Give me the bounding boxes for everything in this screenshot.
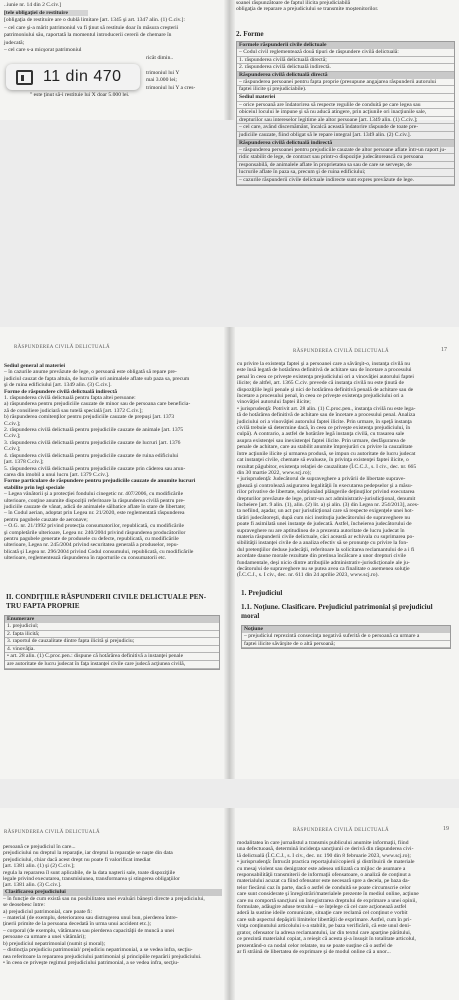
page-counter-text: 11 din 470: [43, 68, 122, 85]
text-line: 5. răspunderea civilă delictuală pentru prejudiciile cauzate prin căderea sau arun-: [4, 465, 186, 472]
text-line: mai 3.000 lei;: [146, 77, 177, 83]
text-line: care sub aspectul depăşirii limitelor libertăţii de exprimare. Astfel, cum în pri-: [237, 916, 412, 923]
text-line: legale privind executarea, transmisiunea, transformarea şi stingerea obligaţiilor: [3, 876, 180, 883]
text-line: persoană ce prejudiciul în care...: [3, 844, 76, 850]
table-heading: Clasificarea prejudiciului: [3, 889, 222, 896]
text-line: acordate daune morale rezultate din pretinsa încălcare a unor drepturi civile: [237, 553, 406, 560]
text-line: încheiere [art. 9 alin. (1), alin. (2) lit. a) şi alin. (3) din Legea nr. 254/2013], aces-: [237, 501, 419, 508]
text-line: regula la repararea îl sunt aplicabile, de la data naşterii sale, toate dispoziţiile: [3, 869, 176, 876]
text-line: este însă legată de hotărârea definitivă de achitare sau de încetare a procesului: [237, 367, 412, 374]
text-line: civilă trebuie să determine dacă, în ceea ce priveşte existenţa prejudiciului, în: [237, 425, 411, 432]
page-counter-badge[interactable]: [6, 64, 140, 90]
text-line: materia răspunderii civile delictuale, căci această ar echivala cu suprimarea po-: [237, 533, 415, 540]
book-gutter: [224, 0, 235, 120]
text-line: responsabilităţii transmiterii de informaţii ofensatoare, o analiză de conţinut a: [237, 872, 411, 879]
left-page-1: [0, 0, 226, 120]
text-line: poate fi asimilată unei instanţe de judecată. Astfel, încheierea judecătorului de: [237, 521, 412, 528]
text-line: C.civ.];: [4, 420, 21, 427]
table-heading: Formele răspunderii civile delictuale: [237, 42, 454, 49]
conditions-table: [4, 615, 220, 670]
text-line: C.civ.];: [4, 446, 21, 453]
section-heading: II. CONDIŢIILE RĂSPUNDERII CIVILE DELICTUALE PEN-: [6, 593, 207, 601]
table-row: – prejudiciul reprezintă consecinţa negativă suferită de o persoană ca urmare a: [242, 633, 450, 641]
text-line: şi de ruina edificiului [art. 1349 alin. (3) C.civ.].: [4, 382, 112, 389]
book-spread-3: [0, 808, 459, 1000]
text-line: vinovăţiei autorului faptei ilicite;: [237, 399, 311, 406]
text-line: • jurisprudenţă: Întrucât practica reportajului/copierii şi distribuirii de materiale: [237, 859, 415, 866]
text-line: între acţiunile ilicite şi urmarea produsă, se impun cu autoritate de lucru judecat: [237, 450, 416, 457]
notion-table: [241, 625, 451, 649]
page-frame-icon: [16, 70, 33, 85]
text-line: fundamentale, deşi nicio dintre atribuţiile administrativ-jurisdicţionale ale ju-: [237, 559, 410, 566]
text-line: – cel care şi-a mărit patrimoniul va fi ţinut să restituie doar în măsura creşterii: [4, 24, 179, 31]
text-line: – O.G. nr. 21/1992 privind protecţia consumatorilor, republicată, cu modificările: [4, 523, 184, 530]
text-line: Forme particulare de răspundere pentru prejudiciile cauzate de anumite lucruri: [4, 478, 196, 485]
text-line: pentru pagubele generate de produsele cu defecte, republicată, cu modificările: [4, 535, 179, 542]
text-line: [tele obligaţiei de restituire: [4, 10, 88, 16]
text-line: judiciile cauzate de vânat, adică de animalele sălbatice aflate în stare de libertate;: [4, 503, 186, 510]
text-line: ..iunie nr. 14 din 2 C.civ.]: [4, 2, 62, 8]
section-heading: TRU FAPTA PROPRIE: [6, 602, 80, 610]
text-line: vinţa conţinutului articolului s-a stabilit, pe baza verificării, că este unul deni-: [237, 923, 411, 930]
text-line: – distincţia prejudiciu patrimonial/ prejudiciu nepatrimonial, a se vedea infra, secţiu-: [3, 947, 193, 954]
text-line: tă de hotărârea definitivă de achitare sau de încetare a procesului penal. Analiza: [237, 412, 416, 419]
text-line: – corporal (de exemplu, vătămarea sau pierderea capacităţii de muncă a unei: [3, 927, 175, 934]
text-line: asupra existenţei sau inexistenţei faptei ilicite. Prin urmare, desfăşurarea de: [237, 437, 406, 444]
text-line: b) prejudiciul nepatrimonial (numit şi moral);: [3, 940, 106, 947]
table-row: 2. răspunderea civilă delictuală indirectă.: [237, 64, 454, 72]
table-row: – cazurile răspunderii civile delictuale indirecte sunt expres prevăzute de lege.: [237, 177, 454, 185]
table-row: 1. răspunderea civilă delictuală directă;: [237, 57, 454, 65]
text-line: " este ţinut să-i restituie lui X doar 5.000 lei.: [30, 92, 130, 98]
text-line: ce prezintă materialul copiat, a reieşit că acesta şi-a însuşit în totalitate articolul,: [237, 936, 416, 943]
text-line: rezultat păgubitor, existenţa relaţiei de cauzalitate (Î.C.C.J., s. I civ., dec. nr. 665: [237, 463, 417, 470]
table-row: faptei ilicite şi prejudiciabile).: [237, 86, 454, 94]
text-line: prejudiciului, chiar dacă acest drept nu poate fi valorificat imediat: [3, 856, 151, 863]
running-header-right: RĂSPUNDEREA CIVILĂ DELICTUALĂ: [293, 828, 389, 833]
table-heading: Enumerare: [5, 616, 219, 623]
text-line: a) răspunderea pentru prejudiciile cauzate de minor sau de persoana care beneficia-: [4, 401, 191, 408]
book-gutter: [224, 327, 235, 779]
text-line: ulterioare, conţine anumite dispoziţii referitoare la răspunderea civilă pentru pre-: [4, 497, 185, 504]
text-line: – în cazurile anume prevăzute de lege, o persoană este obligată să repare pre-: [4, 369, 177, 376]
text-line: Sediul general al materiei: [4, 363, 66, 369]
table-heading: Răspunderea civilă delictuală indirectă: [237, 140, 454, 147]
table-row: drepturilor sau intereselor legitime ale altor persoane [art. 1349 alin. (1) C.civ.];: [237, 117, 454, 125]
section-heading: moral: [241, 612, 260, 620]
text-line: judecată;: [4, 39, 25, 46]
text-line: cat instanţei civile, chemate să evalueze, în privinţa existenţei faptei ilicite, o: [237, 457, 409, 464]
text-line: • jurisprudenţă: Judecătorul de supraveghere a privării de libertate suprave-: [237, 476, 406, 483]
book-spread-2: [0, 327, 459, 779]
text-line: dispoziţiile legii penale şi nici de hotărârea definitivă penală de achitare sau de: [237, 386, 414, 393]
text-line: trimoniul lui Y: [146, 69, 180, 76]
running-header-left: RĂSPUNDEREA CIVILĂ DELICTUALĂ: [4, 830, 100, 835]
table-row: judiciile cauzate, fiind obligat să le repare integral [art. 1349 alin. (2) C.civ.].: [237, 132, 454, 140]
left-page-2: [0, 327, 226, 779]
table-row: 2. fapta ilicită;: [5, 631, 219, 639]
text-line: care nu comportă sancţiuni un înregistrarea dreptului de exprimare a unei opinii,: [237, 897, 417, 904]
table-row: • art. 28 alin. (1) C.proc.pen.: dispune că hotărârea definitivă a instanţei penale: [5, 653, 219, 661]
text-line: – Legea vânătorii şi a protecţiei fondului cinegetic nr. 407/2006, cu modificările: [4, 491, 184, 498]
text-line: încetare a procesului penal, în ceea ce priveşte existenţa prejudiciului ori a: [237, 393, 404, 400]
text-line: prezentând-o ca nodal celor relatate, nu se poate susţine că o astfel de: [237, 942, 393, 949]
text-line: ţinerii primite de la persoana decedată în urma unui accident etc.);: [3, 921, 152, 928]
table-heading: Noţiune: [242, 626, 450, 633]
text-line: formulate, adăugire aduse textului – se înţelege că cel care acţionează astfel: [237, 904, 407, 911]
text-line: blicată şi Legea nr. 296/2004 privind Codul consumului, republicată, cu modificările: [4, 548, 194, 555]
text-line: – în Codul aerian, adoptat prin Legea nr. 21/2020, este reglementată răspunderea: [4, 510, 185, 517]
section-heading-forme: 2. Forme: [236, 30, 264, 38]
table-row: ridic stabilit de lege, de contract sau printr-o dispoziţie judecătorească cu persoana: [237, 154, 454, 162]
table-row: responsabilă, de animalele aflate în proprietatea sa sau de care se serveşte, de: [237, 162, 454, 170]
text-line: pentru pagubele cauzate de aeronave;: [4, 516, 88, 523]
text-line: ulterioare, Legea nr. 245/2004 privind securitatea generală a produselor, repu-: [4, 542, 179, 549]
text-line: cu mesaj violent sau denigrator este adesea utilizată ca mijloc de asumare a: [237, 865, 406, 872]
left-page-3: [0, 808, 226, 1000]
text-line: grator, ofensator la adresa reclamantului, iar din textul care aparţine pârâtului,: [237, 929, 412, 936]
text-line: telor fiecărui caz în parte, dacă o astfel de conduită se poate circumscrie celor: [237, 884, 411, 891]
text-line: rilor privative de libertate, soluţionând plângerile deţinuţilor privind executarea: [237, 489, 415, 496]
page-number: 17: [441, 347, 447, 353]
text-line: una defectuoasă, determină incidenţa sancţiunii ce derivă din răspunderea civi-: [237, 846, 414, 853]
table-row: – orice persoană are îndatorirea să respecte regulile de conduită pe care legea sau: [237, 102, 454, 110]
book-spread-1: [0, 0, 459, 183]
text-line: din 30 martie 2022, www.scj.ro);: [237, 469, 312, 476]
text-line: lă delictuală (Î.C.C.J., s. I civ., dec. nr. 190 din 8 februarie 2023, www.scj.ro);: [237, 852, 411, 859]
text-line: se deosebesc între:: [3, 902, 45, 909]
text-line: [art. 1381 alin. (1) şi (2) C.civ.];: [3, 863, 75, 870]
table-row: – răspunderea persoanei pentru fapta proprie (presupune angajarea răspunderii autorului: [237, 79, 454, 87]
text-line: carea din imobil a unui lucru [art. 1379 C.civ.].: [4, 471, 110, 478]
page-number: 19: [443, 826, 449, 832]
text-line: judiciului ori a vinovăţiei autorului faptei ilicite. Prin urmare, în speţă instanţa: [237, 418, 412, 425]
text-line: culpă). A contrario, a astfel de hotărâre legă instanţa civilă, cu trasarea sale: [237, 431, 405, 438]
text-line: prejudiciului nu dreptul la reparaţie, iar dreptul la reparaţie se naşte din data: [3, 850, 173, 857]
text-line: tărâri judecătoreşti, după cum nici instituţia judecătorului de supraveghere nu: [237, 514, 411, 521]
table-row: are autoritate de lucru judecat în faţa instanţei civile care judecă acţiunea civilă,: [5, 661, 219, 669]
forms-table: [236, 41, 455, 186]
text-line: – material (de exemplu, deteriorarea sau distrugerea unui bun, pierderea între-: [3, 915, 178, 922]
text-line: b) răspunderea comitenţilor pentru prejudiciile cauzate de prepuşi [art. 1373: [4, 414, 175, 421]
running-header-left: RĂSPUNDEREA CIVILĂ DELICTUALĂ: [14, 345, 110, 350]
text-line: obligaţia de reparare a prejudiciului se transmite moştenitorilor.: [236, 6, 379, 13]
right-page-3: [233, 808, 459, 1000]
text-line: 3. răspunderea civilă delictuală pentru prejudiciile cauzate de lucruri [art. 1376: [4, 439, 181, 446]
text-line: trimoniul lui Y a cres-: [146, 84, 196, 91]
text-line: persoane ca urmare a unei vătămări);: [3, 934, 86, 941]
table-row: – cel care, având discernământ, încalcă această îndatorire răspunde de toate pre-: [237, 124, 454, 132]
table-row: – răspunderea persoanei pentru prejudiciile cauzate de altor persoane aflate într-un raport ju-: [237, 147, 454, 155]
table-row: 3. raportul de cauzalitate dintre fapta ilicită şi prejudiciu;: [5, 638, 219, 646]
text-line: drepturilor prevăzute de lege, printr-un act administrativ-jurisdicţional, denumit: [237, 495, 416, 502]
text-line: ricăt dimin..: [146, 54, 174, 61]
text-line: ar fi străină de libertatea de exprimare şi de modul online că a unor...: [237, 948, 391, 955]
text-line: supraveghere nu are aptitudinea de a prezenta autoritate de lucru judecat în: [237, 527, 405, 534]
table-row: obiceiul locului le impune şi să nu aducă atingere, prin acţiunile ori inacţiunile sale,: [237, 109, 454, 117]
text-line: [obligaţia de restituire are o dublă limitare [art. 1345 şi art. 1347 alin. (1) C.civ.]:: [4, 17, 185, 23]
text-line: ză de consiliere judiciară sau tutelă specială [art. 1372 C.civ.];: [4, 407, 143, 414]
text-line: 4. răspunderea civilă delictuală pentru prejudiciile cauzate de ruina edificiului: [4, 452, 179, 459]
text-line: şi completările ulterioare, Legea nr. 240/2004 privind răspunderea producătorilor: [4, 529, 186, 536]
text-line: ghează şi controlează asigurarea legalităţii în executarea pedepselor şi a măsu-: [237, 482, 413, 489]
text-line: (Î.C.C.J., s. I civ., dec. nr. 611 din 24 aprilie 2023, www.scj.ro).: [237, 572, 379, 579]
text-line: modalitatea în care jurnalistul a transmis publicului anumite informaţii, fiind: [237, 840, 409, 846]
text-line: aderă la sustine ideile comunicate, situaţie care reclamă cel conţinut e vorbit: [237, 910, 408, 917]
text-line: care sunt considerate şi înregistrări/materialele prezente în mediul online, acţiune: [237, 891, 419, 898]
right-page-2: [233, 327, 459, 779]
text-line: decătorului de supraveghere nu se putea avea ca finalitate o asemenea soluţie: [237, 566, 410, 572]
text-line: • jurisprudenţă: Potrivit art. 28 alin. (1) C.proc.pen., instanţa civilă nu este lega-: [237, 405, 416, 412]
text-line: ulterioare, reglementează răspunderea în raporturile cu consumatorii etc.: [4, 555, 167, 562]
text-line: • în ceea ce priveşte regimul prejudiciului patrimonial, a se vedea infra, secţiu-: [3, 959, 179, 966]
text-line: cu privire la existenţa faptei şi a persoanei care a săvârşit-o, instanţa civilă nu: [237, 361, 411, 367]
section-heading: 1.1. Noţiune. Clasificare. Prejudiciul patrimonial şi prejudiciul: [241, 603, 433, 611]
text-line: 2. răspunderea civilă delictuală pentru prejudiciile cauzate de animale [art. 1375: [4, 427, 184, 434]
table-row: 1. prejudiciul;: [5, 623, 219, 631]
running-header-right: RĂSPUNDEREA CIVILĂ DELICTUALĂ: [293, 349, 389, 354]
table-row: – Codul civil reglementează două tipuri de răspundere civilă delictuală:: [237, 49, 454, 57]
text-line: a) prejudiciul patrimonial, care poate fi:: [3, 908, 93, 915]
text-line: – în funcţie de cum există sau nu posibilitatea unei evaluări băneşti directe a prejudiciului,: [3, 895, 205, 902]
text-line: penale de achitare, care au stabilit anumite împrejurări cu privire la cauzalitate: [237, 444, 413, 451]
text-line: materialului acuzat ca fiind ofensator este necesară spre a decela, pe baza da-: [237, 878, 410, 885]
table-row: 4. vinovăţia.: [5, 646, 219, 654]
text-line: patrimoniului său, raportată la momentul introducerii cererii de chemare în: [4, 32, 172, 38]
text-line: sibilităţii instanţei civile de a analiza efectiv să se pronunţe cu privire la fon-: [237, 540, 409, 547]
text-line: judiciul cauzat de fapta altuia, de lucrurile ori animalele aflate sub paza sa, precum: [4, 375, 190, 382]
text-line: ilicite; de altfel, art. 1365 C.civ. prevede că instanţa civilă nu este ţinută de: [237, 380, 404, 387]
table-heading: Răspunderea civilă delictuală directă: [237, 72, 454, 79]
right-page-1: [233, 0, 459, 183]
text-line: ta nefiind, aşadar, un act pur jurisdicţional care să respecte exigenţele unei hot-: [237, 508, 414, 515]
text-line: 1. răspunderea civilă delictuală pentru fapta altei persoane:: [4, 395, 136, 402]
text-line: C.civ.];: [4, 433, 21, 440]
book-gutter: [224, 808, 235, 1000]
text-line: Forme de răspundere civilă delictuală indirectă: [4, 388, 118, 395]
text-line: stabilite prin legi speciale: [4, 484, 65, 491]
text-line: soanei răspunzătoare de faptul ilicita prejudiciabilă: [236, 0, 351, 6]
section-heading-prejudiciul: 1. Prejudiciul: [241, 589, 283, 597]
text-line: penal în ceea ce priveşte existenţa prejudiciului ori a vinovăţiei autorului faptei: [237, 373, 414, 380]
table-row: faptei ilicite săvârşite de o altă persoană;: [242, 641, 450, 649]
table-row: lucrurile aflate în paza sa, precum şi de ruina edificiului;: [237, 169, 454, 177]
text-line: – cel care s-a micşorat patrimoniul: [4, 47, 82, 53]
text-line: [art. 1378 C.civ.];: [4, 459, 44, 466]
text-line: nea referitoare la repararea prejudiciului patrimonial şi principiile reparării prejudiciului.: [3, 953, 202, 960]
text-line: dul pretenţiilor deduse judecăţii, referitoare la solicitarea reclamantului de a i fi: [237, 546, 415, 553]
table-row: Sediul materiei: [237, 94, 454, 102]
text-line: [art. 1381 alin. (3) C.civ.].: [3, 882, 62, 889]
